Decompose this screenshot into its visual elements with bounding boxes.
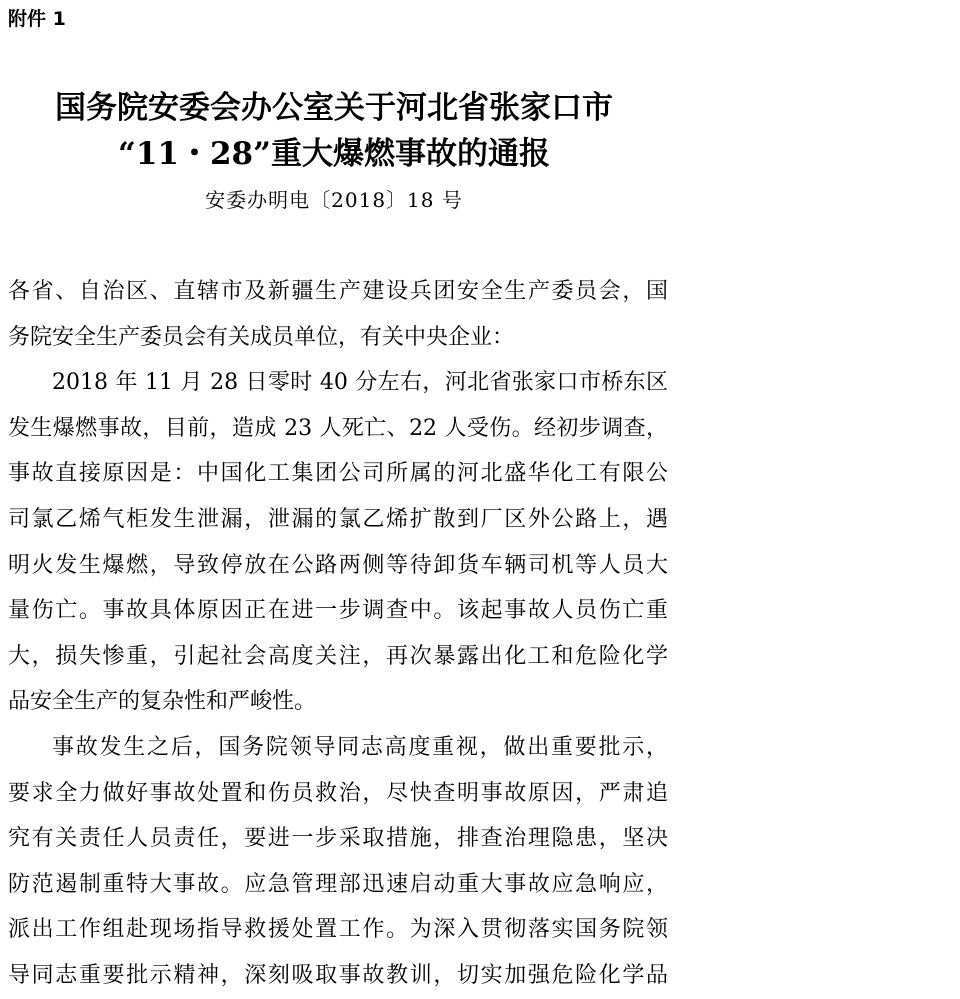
body-line: 究有关责任人员责任，要进一步采取措施，排查治理隐患，坚决 bbox=[8, 826, 668, 852]
body-line: 派出工作组赴现场指导救援处置工作。为深入贯彻落实国务院领 bbox=[8, 917, 668, 943]
body-line: 事故发生之后，国务院领导同志高度重视，做出重要批示， bbox=[52, 734, 668, 760]
body-line: 发生爆燃事故，目前，造成 23 人死亡、22 人受伤。经初步调查， bbox=[8, 415, 668, 441]
document-body bbox=[8, 269, 668, 999]
body-line: 品安全生产的复杂性和严峻性。 bbox=[8, 689, 317, 715]
body-line: 2018 年 11 月 28 日零时 40 分左右，河北省张家口市桥东区 bbox=[52, 370, 668, 396]
document-title-line-1: 国务院安委会办公室关于河北省张家口市 bbox=[55, 90, 613, 126]
body-line: 司氯乙烯气柜发生泄漏，泄漏的氯乙烯扩散到厂区外公路上，遇 bbox=[8, 506, 668, 532]
body-line: 防范遏制重特大事故。应急管理部迅速启动重大事故应急响应， bbox=[8, 871, 668, 897]
document-title-line-2: “11・28”重大爆燃事故的通报 bbox=[118, 136, 550, 172]
body-line: 导同志重要批示精神，深刻吸取事故教训，切实加强危险化学品 bbox=[8, 962, 668, 988]
body-line: 明火发生爆燃，导致停放在公路两侧等待卸货车辆司机等人员大 bbox=[8, 552, 668, 578]
body-line: 大，损失惨重，引起社会高度关注，再次暴露出化工和危险化学 bbox=[8, 643, 668, 669]
body-line: 量伤亡。事故具体原因正在进一步调查中。该起事故人员伤亡重 bbox=[8, 598, 668, 624]
body-line: 各省、自治区、直辖市及新疆生产建设兵团安全生产委员会，国 bbox=[8, 279, 668, 304]
body-line: 要求全力做好事故处置和伤员救治，尽快查明事故原因，严肃追 bbox=[8, 780, 668, 806]
attachment-label: 附件 1 bbox=[8, 8, 66, 30]
body-line: 事故直接原因是：中国化工集团公司所属的河北盛华化工有限公 bbox=[8, 461, 668, 487]
body-line: 务院安全生产委员会有关成员单位，有关中央企业： bbox=[8, 324, 515, 350]
document-number: 安委办明电〔2018〕18 号 bbox=[205, 188, 463, 212]
